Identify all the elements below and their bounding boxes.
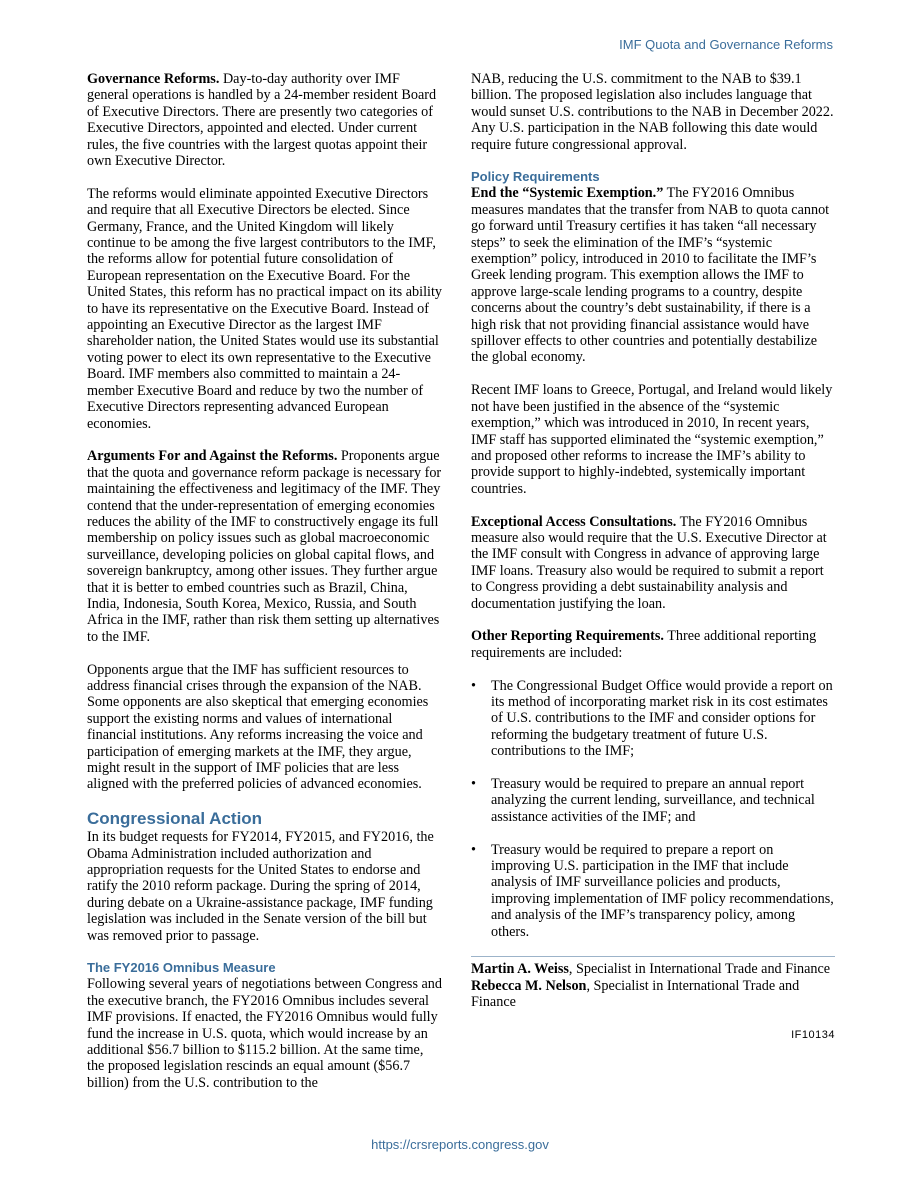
paragraph-opponents: Opponents argue that the IMF has sufficient resources to address financial crises through the expansion of the NAB. Some opponents are also skeptical that emerging economies support the existing norms and values of international financial institutions. Any reforms increasing the voice and participation of emerging markets at the IMF, they argue, might result in the support of IMF policies that are less aligned with the preferred policies of advanced economies.	[87, 661, 429, 793]
left-column	[87, 71, 442, 1108]
author-entry: Rebecca M. Nelson, Specialist in International Trade and Finance	[471, 977, 800, 1011]
reporting-requirements-list	[471, 678, 835, 940]
author-entry: Martin A. Weiss, Specialist in International Trade and Finance	[471, 961, 831, 978]
paragraph-lead: Other Reporting Requirements.	[471, 628, 664, 645]
paragraph-budget-requests: In its budget requests for FY2014, FY2015, and FY2016, the Obama Administration included authorization and appropriation requests for the United States to endorse and ratify the 2010 reform package. During the spring of 2014, during debate on a Ukraine-assistance package, IMF funding legislation was included in the Senate version of the bill but was removed prior to passage.	[87, 829, 434, 944]
paragraph-eliminate-appointed: The reforms would eliminate appointed Executive Directors and require that all Executive Directors be elected. Since Germany, France, and the United Kingdom will likely continue to be among the five largest contributors to the IMF, the reforms allow for potential future consolidation of European representation on the Executive Board. For the United States, this reform has no practical impact on its ability to have its representative on the Executive Board. Instead of appointing an Executive Director as the largest IMF shareholder nation, the United States would use its substantial voting power to elect its own representative to the Executive Board. IMF members also committed to maintain a 24-member Executive Board and reduce by two the number of Executive Directors representing advanced European economies.	[87, 185, 442, 432]
paragraph-systemic-exemption: End the “Systemic Exemption.” The FY2016 Omnibus measures mandates that the transfer from NAB to quota cannot go forward until Treasury certifies it has taken “all necessary steps” to seek the elimination of the IMF’s “systemic exemption” policy, introduced in 2010 to facilitate the IMF’s Greek lending program. This exemption allows the IMF to approve large-scale lending programs to a country, despite concerns about the country’s debt sustainability, if there is a high risk that not providing financial assistance would have spillover effects to other countries and potentially destabilize the global economy.	[471, 185, 830, 366]
footer-link[interactable]: https://crsreports.congress.gov	[371, 1137, 549, 1152]
paragraph-lead: End the “Systemic Exemption.”	[471, 185, 664, 202]
paragraph-recent-loans: Recent IMF loans to Greece, Portugal, and Ireland would likely not have been justified in the absence of the “systemic exemption,” which was introduced in 2010, In recent years, IMF staff has supported eliminated the “systemic exemption,” and proposed other reforms to increase the IMF’s ability to provide support to highly-indebted, systemically important countries.	[471, 382, 833, 497]
right-column	[471, 71, 835, 1043]
paragraph-other-reporting: Other Reporting Requirements. Three additional reporting requirements are included:	[471, 628, 817, 661]
paragraph-arguments: Arguments For and Against the Reforms. Proponents argue that the quota and governance reform package is necessary for maintaining the effectiveness and legitimacy of the IMF. They contend that the under-representation of emerging economies reduces the ability of the IMF to constructively engage its full membership on policy issues such as global macroeconomic surveillance, developing policies on global capital flows, and sovereign bankruptcy, among other issues. They further argue that it is better to embed countries such as Brazil, China, India, Indonesia, South Korea, Mexico, Russia, and South Africa in the IMF, rather than risk them setting up alternatives to the IMF.	[87, 448, 442, 645]
bullet-icon: •	[471, 677, 476, 694]
heading-policy-requirements: Policy Requirements	[471, 169, 600, 185]
bullet-icon: •	[471, 841, 476, 858]
author-divider	[471, 956, 835, 957]
list-item: • Treasury would be required to prepare a report on improving U.S. participation in the IMF that include analysis of IMF surveillance policies and products, improving implementation of IMF policy recommendations, and analysis of the IMF’s transparency policy, among others.	[471, 841, 834, 940]
bullet-icon: •	[471, 775, 476, 792]
paragraph-lead: Governance Reforms.	[87, 71, 220, 87]
paragraph-omnibus: Following several years of negotiations between Congress and the executive branch, the FY2016 Omnibus includes several IMF provisions. If enacted, the FY2016 Omnibus would fully fund the increase in U.S. quota, which would increase by an additional $56.7 billion to $115.2 billion. At the same time, the proposed legislation rescinds an equal amount ($56.7 billion) from the U.S. contribution to the	[87, 976, 442, 1091]
paragraph-nab: NAB, reducing the U.S. commitment to the NAB to $39.1 billion. The proposed legislation also includes language that would sunset U.S. contributions to the NAB in December 2022. Any U.S. participation in the NAB following this date would require future congressional approval.	[471, 71, 834, 153]
heading-congressional-action: Congressional Action	[87, 809, 263, 829]
list-item: • Treasury would be required to prepare an annual report analyzing the current lending, surveillance, and technical assistance activities of the IMF; and	[471, 775, 815, 825]
paragraph-lead: Arguments For and Against the Reforms.	[87, 448, 338, 465]
paragraph-exceptional-access: Exceptional Access Consultations. The FY2016 Omnibus measure also would require that the U.S. Executive Director at the IMF consult with Congress in advance of approving large IMF loans. Treasury also would be required to submit a report to Congress providing a debt sustainability analysis and documentation justifying the loan.	[471, 513, 827, 612]
heading-omnibus-measure: The FY2016 Omnibus Measure	[87, 960, 276, 976]
list-item: • The Congressional Budget Office would provide a report on its method of incorporating market risk in its cost estimates of U.S. contributions to the IMF and consider options for reforming the budgetary treatment of future U.S. contributions to the IMF;	[471, 677, 833, 760]
paragraph-governance-reforms: Governance Reforms. Day-to-day authority over IMF general operations is handled by a 24-member resident Board of Executive Directors. There are presently two categories of Executive Directors, appointed and elected. Under current rules, the five countries with the largest quotas appoint their own Executive Director.	[87, 71, 437, 170]
report-code: IF10134	[791, 1028, 835, 1041]
running-header: IMF Quota and Governance Reforms	[619, 37, 833, 52]
author-block	[471, 961, 835, 1010]
paragraph-lead: Exceptional Access Consultations.	[471, 513, 677, 530]
